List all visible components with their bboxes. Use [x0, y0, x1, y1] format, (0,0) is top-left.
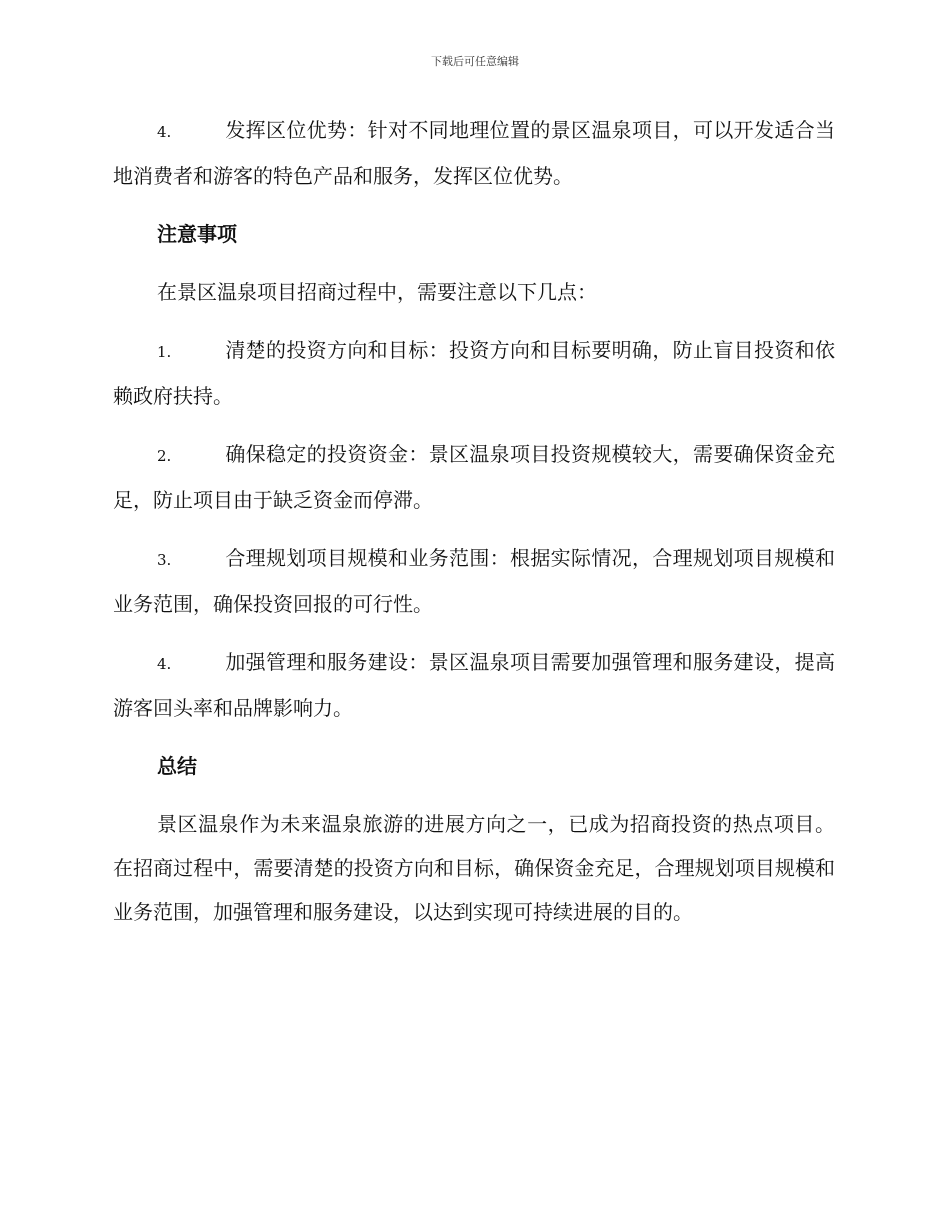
list-number: 4.	[157, 123, 172, 141]
list-number: 4.	[157, 655, 172, 673]
list-number: 2.	[157, 447, 172, 465]
list-item	[113, 640, 835, 730]
section-heading-summary: 总结	[157, 754, 197, 778]
section-heading-notes: 注意事项	[157, 222, 237, 246]
list-item	[113, 432, 835, 522]
notes-intro: 在景区温泉项目招商过程中，需要注意以下几点：	[157, 280, 597, 304]
list-item	[113, 328, 835, 418]
list-number: 3.	[157, 551, 172, 569]
list-item-text: 发挥区位优势：针对不同地理位置的景区温泉项目，可以开发适合当地消费者和游客的特色产品和服务，发挥区位优势。	[113, 118, 835, 188]
list-item-text: 确保稳定的投资资金：景区温泉项目投资规模较大，需要确保资金充足，防止项目由于缺乏资金而停滞。	[113, 442, 835, 512]
list-item-text: 清楚的投资方向和目标：投资方向和目标要明确，防止盲目投资和依赖政府扶持。	[113, 338, 835, 408]
list-item-text: 加强管理和服务建设：景区温泉项目需要加强管理和服务建设，提高游客回头率和品牌影响力。	[113, 650, 835, 720]
document-body	[113, 108, 835, 948]
list-item	[113, 108, 835, 198]
list-number: 1.	[157, 343, 172, 361]
summary-paragraph: 景区温泉作为未来温泉旅游的进展方向之一，已成为招商投资的热点项目。在招商过程中，需要清楚的投资方向和目标，确保资金充足，合理规划项目规模和业务范围，加强管理和服务建设，以达到实现可持续进展的目的。	[113, 812, 835, 924]
list-item-text: 合理规划项目规模和业务范围：根据实际情况，合理规划项目规模和业务范围，确保投资回报的可行性。	[113, 546, 835, 616]
page-header: 下载后可任意编辑	[431, 55, 519, 68]
list-item	[113, 536, 835, 626]
